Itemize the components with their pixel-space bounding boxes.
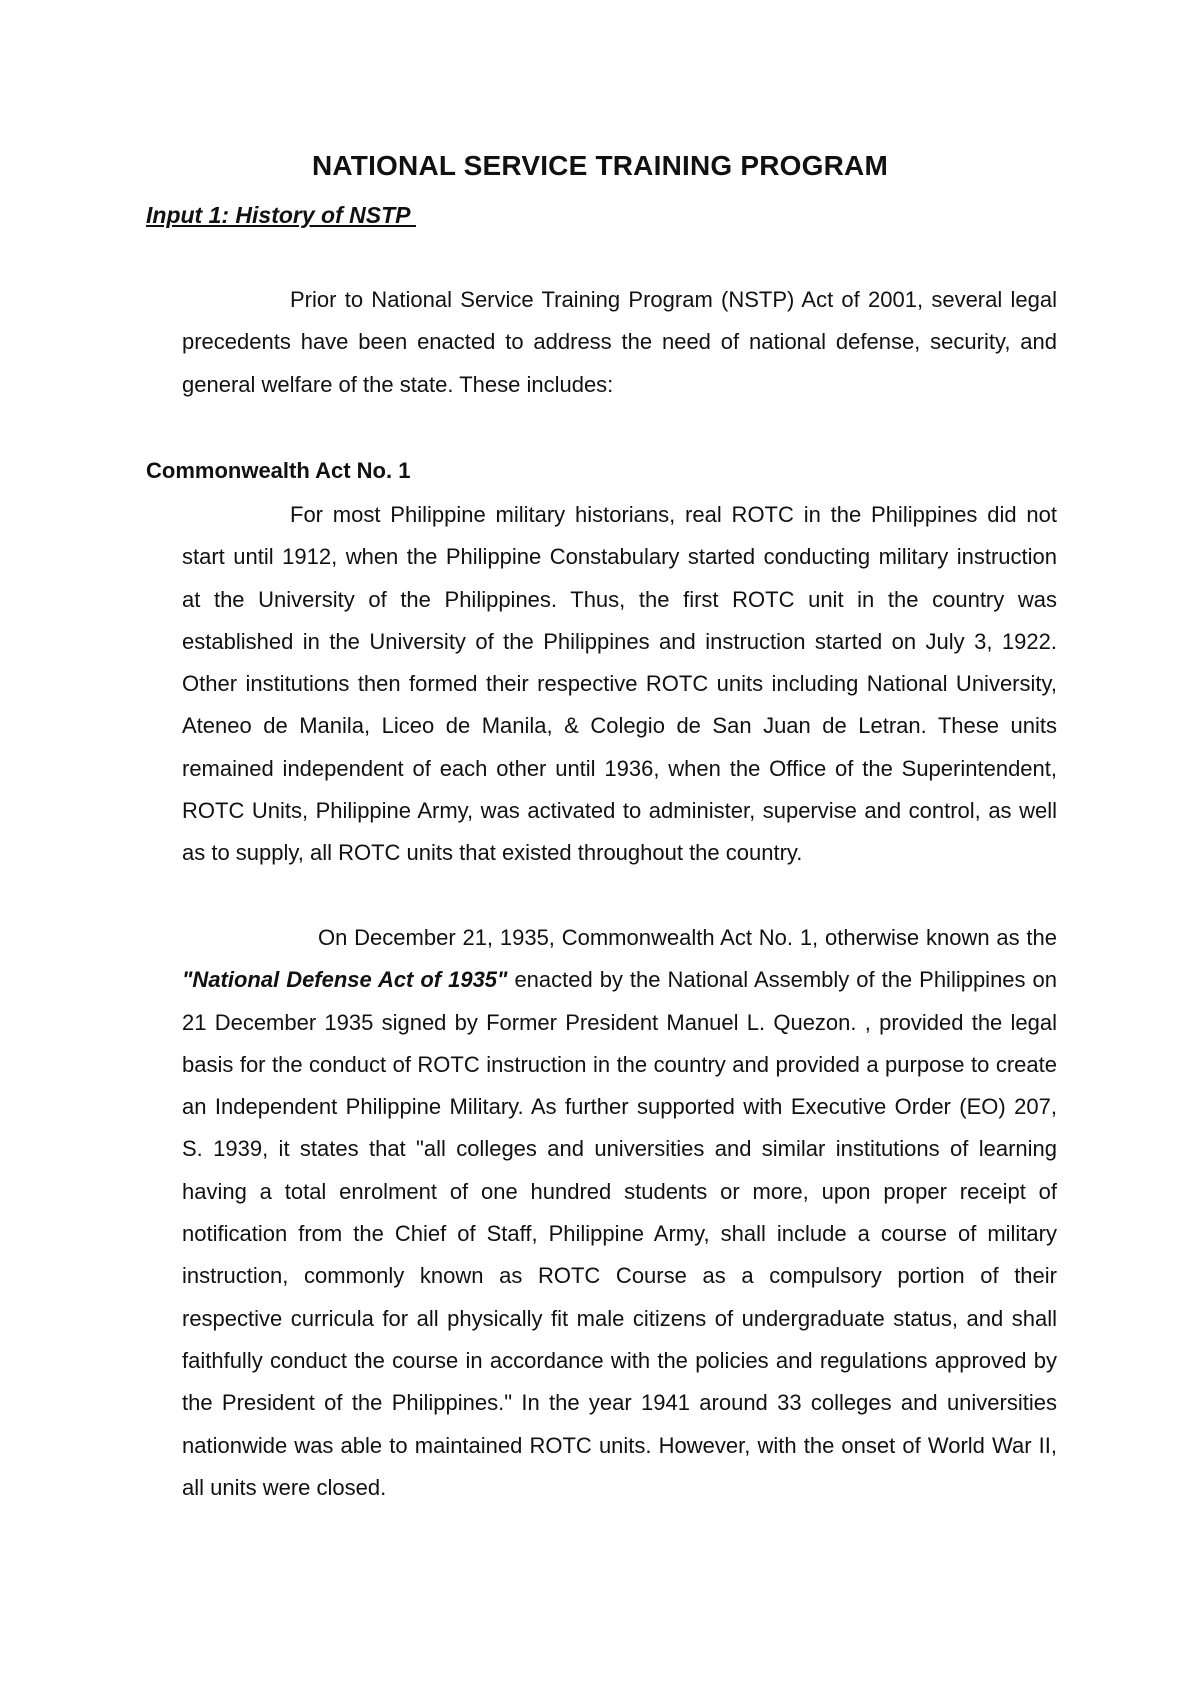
- paragraph-text-before: On December 21, 1935, Commonwealth Act No. 1, otherwise known as the: [318, 925, 1057, 950]
- paragraph-text-after: enacted by the National Assembly of the Philippines on 21 December 1935 signed by Former President Manuel L. Quezon. , provided the legal basis for the conduct of ROTC instruction in the country and provided a purpose to create an Independent Philippine Military. As further supported with Executive Order (EO) 207, S. 1939, it states that "all colleges and universities and similar institutions of learning having a total enrolment of one hundred students or more, upon proper receipt of notification from the Chief of Staff, Philippine Army, shall include a course of military instruction, commonly known as ROTC Course as a compulsory portion of their respective curricula for all physically fit male citizens of undergraduate status, and shall faithfully conduct the course in accordance with the policies and regulations approved by the President of the Philippines." In the year 1941 around 33 colleges and universities nationwide was able to maintained ROTC units. However, with the onset of World War II, all units were closed.: [182, 967, 1057, 1500]
- paragraph-national-defense-act: [182, 917, 1057, 1509]
- document-subtitle: Input 1: History of NSTP: [146, 202, 417, 228]
- paragraph-rotc-history: For most Philippine military historians, real ROTC in the Philippines did not start until 1912, when the Philippine Constabulary started conducting military instruction at the University of the Philippines. Thus, the first ROTC unit in the country was established in the University of the Philippines and instruction started on July 3, 1922. Other institutions then formed their respective ROTC units including National University, Ateneo de Manila, Liceo de Manila, & Colegio de San Juan de Letran. These units remained independent of each other until 1936, when the Office of the Superintendent, ROTC Units, Philippine Army, was activated to administer, supervise and control, as well as to supply, all ROTC units that existed throughout the country.: [182, 502, 1057, 866]
- intro-paragraph: Prior to National Service Training Program (NSTP) Act of 2001, several legal precedents have been enacted to address the need of national defense, security, and general welfare of the state. These includes:: [182, 287, 1057, 397]
- section-heading: Commonwealth Act No. 1: [146, 458, 411, 483]
- act-name-emphasis: "National Defense Act of 1935": [182, 967, 508, 993]
- document-title: NATIONAL SERVICE TRAINING PROGRAM: [312, 150, 888, 181]
